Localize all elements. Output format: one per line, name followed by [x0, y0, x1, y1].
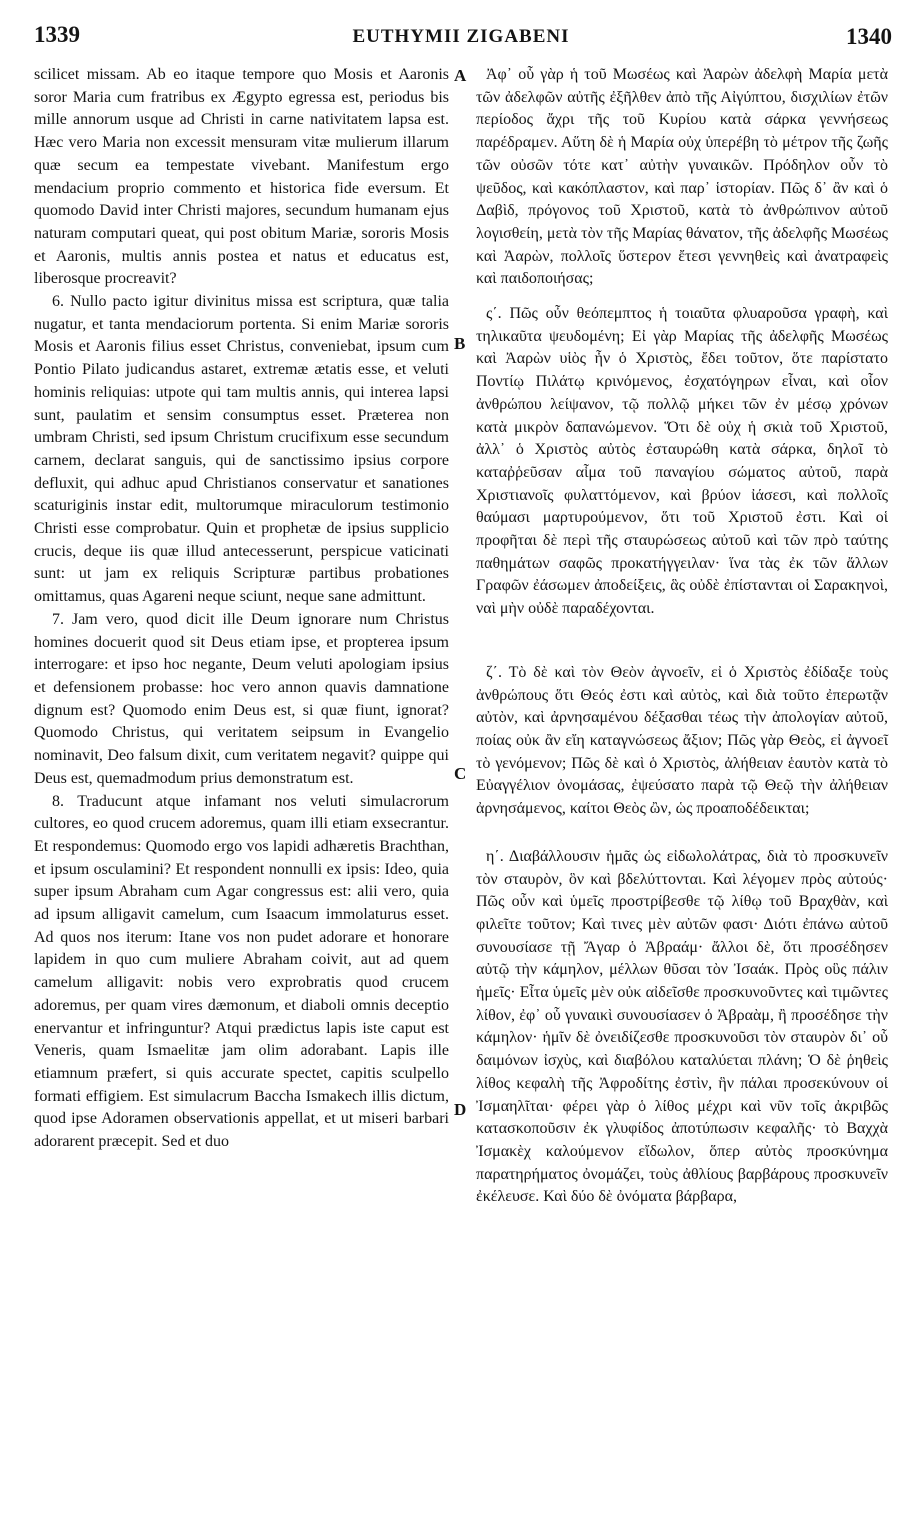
greek-paragraph-6: ς΄. Πῶς οὖν θεόπεμπτος ἡ τοιαῦτα φλυαροῦσα γραφὴ, καὶ τηλικαῦτα ψευδομένη; Εἰ γὰρ Μαρίας τῆς ἀδελφῆς Μωσέως καὶ Ἀαρὼν υἱὸς ἦν ὁ Χριστὸς, ἔδει τοῦτον, ὅτε παρίστατο Ποντίῳ Πιλάτῳ κρινόμενος, ἐσχατόγηρων εἶναι, καὶ οἷον ἀνθρώπου λείψανον, τῷ πολλῷ μήκει τῶν ἐν μέσῳ χρόνων κατὰ μικρὸν δαπανώμενον. Ὅτι δὲ οὐχ ἡ σκιὰ τοῦ Χριστοῦ, ἀλλ᾽ ὁ Χριστὸς αὐτὸς ἐσταυρώθη κατὰ σάρκα, δηλοῖ τὸ καταῤῥεῦσαν αἷμα τοῦ παναγίου σώματος αὐτοῦ, παρὰ Χριστιανοῖς φυλαττόμενον, καὶ βρύον ἰάσεσι, καὶ πολλοῖς θαύμασι μαρτυρούμενον, ὅτι τοῦ Χριστοῦ ἐστι. Καὶ οἱ προφῆται δὲ περὶ τῆς σταυρώσεως αὐτοῦ καὶ τῶν πρὸ ταύτης παθημάτων σαφῶς προκατήγγειλαν· ἵνα τὰς ἐκ τῶν ἄλλων Γραφῶν ἐάσωμεν ἀποδείξεις, ἃς οὐδὲ ἐπίστανται οἱ Σαρακηνοὶ, ναὶ μὴν οὐδὲ παραδέχονται. — [476, 305, 888, 618]
page-header — [30, 8, 892, 60]
latin-paragraph-1: scilicet missam. Ab eo itaque tempore quo Mosis et Aaronis soror Maria cum fratribus ex Ægypto egressa est, periodus bis mille annorum usque ad Christi in carne nativitatem lapsa est. Hæc vero Maria non excessit mensuram vitæ mulierum illarum quæ secum ea tempestate vivebant. Manifestum ergo mendacium proprio commento et historica fide eversum. Et quomodo David inter Christi majores, secundum humanam ejus naturam computari queat, qui post obitum Mariæ, sororis Mosis et Aaronis, multis annis postea et natus et educatus est, liberosque procreavit? — [34, 66, 449, 288]
running-title: EUTHYMII ZIGABENI — [352, 26, 570, 47]
page-number-left: 1339 — [34, 22, 80, 47]
latin-paragraph-7: 7. Jam vero, quod dicit ille Deum ignorare num Christus homines docuerit quod sit Deus etiam ipse, et propterea ipsum interrogare: et ipso hoc negante, Deum veluti apologiam ipsius et defensionem probasse: hoc vero annon quavis damnatione dignum est? Quomodo enim Deus est, si quæ fiunt, ignorat? Quomodo Christus, qui veritatem seipsum in Evangelio nominavit, Deo falsum dixit, cum veritatem negavit? quippe qui Deus est, quemadmodum prius demonstratum est. — [34, 610, 449, 787]
margin-letter-b: B — [454, 334, 466, 353]
greek-paragraph-8: η΄. Διαβάλλουσιν ἡμᾶς ὡς εἰδωλολάτρας, διὰ τὸ προσκυνεῖν τὸν σταυρὸν, ὃν καὶ βδελύττονται. Καὶ λέγομεν πρὸς αὐτούς· Πῶς οὖν καὶ ὑμεῖς προστρίβεσθε τῷ λίθῳ τοῦ Βραχθὰν, καὶ φιλεῖτε τοῦτον; Καὶ τινες μὲν αὐτῶν φασι· Διότι ἐπάνω αὐτοῦ συνουσίασε τῇ Ἄγαρ ὁ Ἀβραάμ· ἄλλοι δὲ, ὅτι προσέδησεν αὐτῷ τὴν κάμηλον, μέλλων θῦσαι τὸν Ἰσαάκ. Πρὸς οὓς πάλιν ἡμεῖς· Εἶτα ὑμεῖς μὲν οὐκ αἰδεῖσθε προσκυνοῦντες καὶ τιμῶντες λίθον, ἐφ᾽ οὗ γυναικὶ συνουσίασεν ὁ Ἀβραὰμ, ἢ προσέδησε τὴν κάμηλον· ἡμῖν δὲ ὀνειδίζεσθε προσκυνοῦσι τὸν σταυρὸν δι᾽ οὗ δαιμόνων ἰσχὺς, καὶ διαβόλου καταλύεται πλάνη; Ὁ δὲ ῥηθεὶς λίθος κεφαλὴ τῆς Ἀφροδίτης ἐστὶν, ἣν πάλαι προσεκύνουν οἱ Ἰσμαηλῖται· φέρει γὰρ ὁ λίθος μέχρι καὶ νῦν τοῖς ἀκριβῶς κατασκοποῦσιν ἐκ γλυφίδος ἀποτύπωσιν κεφαλῆς· τὸ Βαχχὰ Ἰσμακὲχ καλούμενον εἴδωλον, ὅπερ αὐτὸς προσκύνημα παρατηρήματος ὀνομάζει, τοὺς ἀθλίους βαρβάρους προσκυνεῖν ἐκέλευσε. Καὶ δύο δὲ ὀνόματα βάρβαρα, — [476, 847, 888, 1206]
margin-letter-c: C — [454, 764, 467, 783]
greek-paragraph-7: ζ΄. Τὸ δὲ καὶ τὸν Θεὸν ἀγνοεῖν, εἰ ὁ Χριστὸς ἐδίδαξε τοὺς ἀνθρώπους ὅτι Θεός ἐστι καὶ αὐτὸς, καὶ διὰ τοῦτο ἐπερωτᾷν αὐτὸν, καὶ ἀρνησαμένου δέξασθαι τέως τὴν ἀπολογίαν αὐτοῦ, ποίας οὐκ ἂν εἴη καταγνώσεως ἄξιον; Πῶς γὰρ Θεὸς, εἰ ἀγνοεῖ τὸ γενόμενον; Πῶς δὲ καὶ ὁ Χριστὸς, ἀλήθειαν ἑαυτὸν κατὰ τὸ Εὐαγγέλιον ὀνομάσας, ἐψεύσατο παρὰ τῷ Θεῷ τὴν ἀλήθειαν ἀρνησάμενος, καίτοι Θεὸς ὢν, ὡς προαποδέδεικται; — [476, 663, 888, 818]
latin-paragraph-8: 8. Traducunt atque infamant nos veluti simulacrorum cultores, eo quod crucem adoremus, quam illi etiam exsecrantur. Et respondemus: Quomodo ergo vos lapidi adhæretis Brachthan, et ipsum osculamini? Et respondent nonnulli ex ipsis: Ideo, quia super ipsum Abraham cum Agar congressus est: alii vero, quia ad ipsum alligavit camelum, cum Isaacum immolaturus esset. Ad quos nos iterum: Itane vos non pudet adorare et honorare lapidem in quo cum muliere Abraham coivit, aut ad quem camelum alligavit: nobis vero exprobratis quod crucem adoremus, per quam vires dæmonum, et diaboli omnis deceptio enervantur et infringuntur? Atqui prædictus lapis iste caput est Veneris, quam Ismaelitæ jam olim adorabant. Lapis ille etiamnum præfert, si quis accurate spectet, capitis sculpello formati effigiem. Est simulacrum Baccha Ismakech illis dictum, quod ipse Adoramen observationis appellat, et ut miseri barbari adorarent præcepit. Sed et duo — [34, 792, 449, 1151]
page-number-right: 1340 — [846, 24, 892, 49]
latin-paragraph-6: 6. Nullo pacto igitur divinitus missa est scriptura, quæ talia nugatur, et tanta mendaciorum portenta. Si enim Mariæ sororis Mosis et Aaronis filius esset Christus, conveniebat, ipsum cum Pontio Pilato judicandus astaret, extremæ ætatis esse, et veluti hominis reliquias: utpote qui tam multis annis, qui interea lapsi sunt, paulatim et sensim consumptus esset. Præterea non umbram Christi, sed ipsum Christum crucifixum esse secundum carnem, declarat sanguis, qui de sanctissimo ipsius corpore defluxit, qui adhuc apud Christianos conservatur et sanationes scaturiginis instar edit, multorumque miraculorum testimonio Christi esse comprobatur. Quin et prophetæ de ipsius supplicio crucis, deque iis quæ illud antecesserunt, perspicue vaticinati sunt: ut jam ex reliquis Scripturæ partibus probationes omittamus, quas Agareni neque sciunt, neque sane admittunt. — [34, 293, 449, 606]
latin-column — [34, 64, 449, 1154]
margin-letter-d: D — [454, 1100, 467, 1119]
greek-paragraph-1: Ἀφ᾽ οὗ γὰρ ἡ τοῦ Μωσέως καὶ Ἀαρὼν ἀδελφὴ Μαρία μετὰ τῶν ἀδελφῶν αὐτῆς ἐξῆλθεν ἀπὸ τῆς Αἰγύπτου, δισχιλίων ἐτῶν περίοδος ἄχρι τῆς τοῦ Κυρίου κατὰ σάρκα γεννήσεως παρέδραμεν. Αὕτη δὲ ἡ Μαρία οὐχ ὑπερέβη τὸ μέτρον τῆς ζωῆς τῶν οὐσῶν τότε κατ᾽ αὐτὴν γυναικῶν. Πρόδηλον οὖν τὸ ψεῦδος, καὶ κακόπλαστον, καὶ παρ᾽ ἱστορίαν. Πῶς δ᾽ ἂν καὶ ὁ Δαβὶδ, πρόγονος τοῦ Χριστοῦ, κατὰ τὸ ἀνθρώπινον αὐτοῦ λογισθείη, μετὰ τὸν τῆς Μαρίας θάνατον, τῆς ἀδελφῆς Μωσέως καὶ Ἀαρὼν, πολλοῖς ὕστερον ἔτεσι γεννηθεὶς καὶ ἀνατραφεὶς καὶ παιδοποιήσας; — [476, 66, 888, 288]
greek-column — [476, 64, 888, 1209]
margin-letter-a: A — [454, 66, 467, 85]
